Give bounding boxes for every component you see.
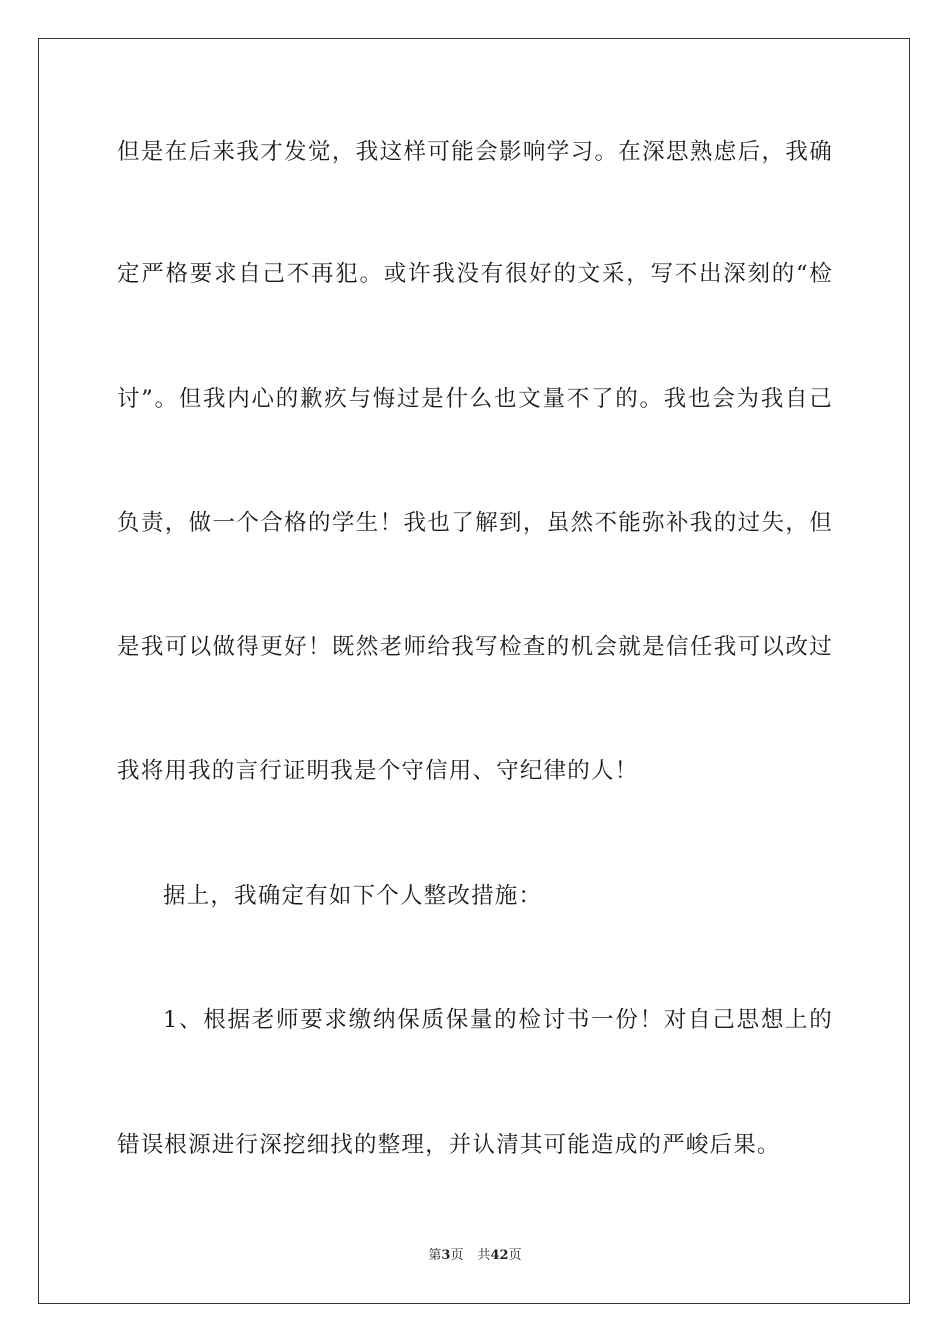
footer-total-prefix: 共	[477, 1248, 491, 1263]
footer-page-number: 3	[441, 1248, 451, 1263]
page-border	[38, 38, 910, 1304]
body-line-4: 负责，做一个合格的学生！我也了解到，虽然不能弥补我的过失，但	[117, 510, 833, 536]
body-line-6: 我将用我的言行证明我是个守信用、守纪律的人！	[117, 758, 639, 784]
body-line-1: 但是在后来我才发觉，我这样可能会影响学习。在深思熟虑后，我确	[117, 139, 833, 165]
body-line-9: 错误根源进行深挖细找的整理，并认清其可能造成的严峻后果。	[117, 1132, 781, 1158]
body-line-7: 据上，我确定有如下个人整改措施：	[163, 883, 543, 909]
footer-page-suffix: 页	[450, 1248, 464, 1263]
body-line-2: 定严格要求自己不再犯。或许我没有很好的文采，写不出深刻的“检	[117, 261, 833, 287]
body-line-8: 1、根据老师要求缴纳保质保量的检讨书一份！对自己思想上的	[163, 1007, 833, 1033]
body-line-5: 是我可以做得更好！既然老师给我写检查的机会就是信任我可以改过	[117, 634, 833, 660]
footer-total-suffix: 页	[508, 1248, 522, 1263]
footer-total-pages: 42	[490, 1248, 509, 1263]
footer-page-prefix: 第	[428, 1248, 442, 1263]
body-line-3: 讨”。但我内心的歉疚与悔过是什么也文量不了的。我也会为我自己	[117, 386, 833, 412]
page-footer	[0, 1247, 950, 1265]
